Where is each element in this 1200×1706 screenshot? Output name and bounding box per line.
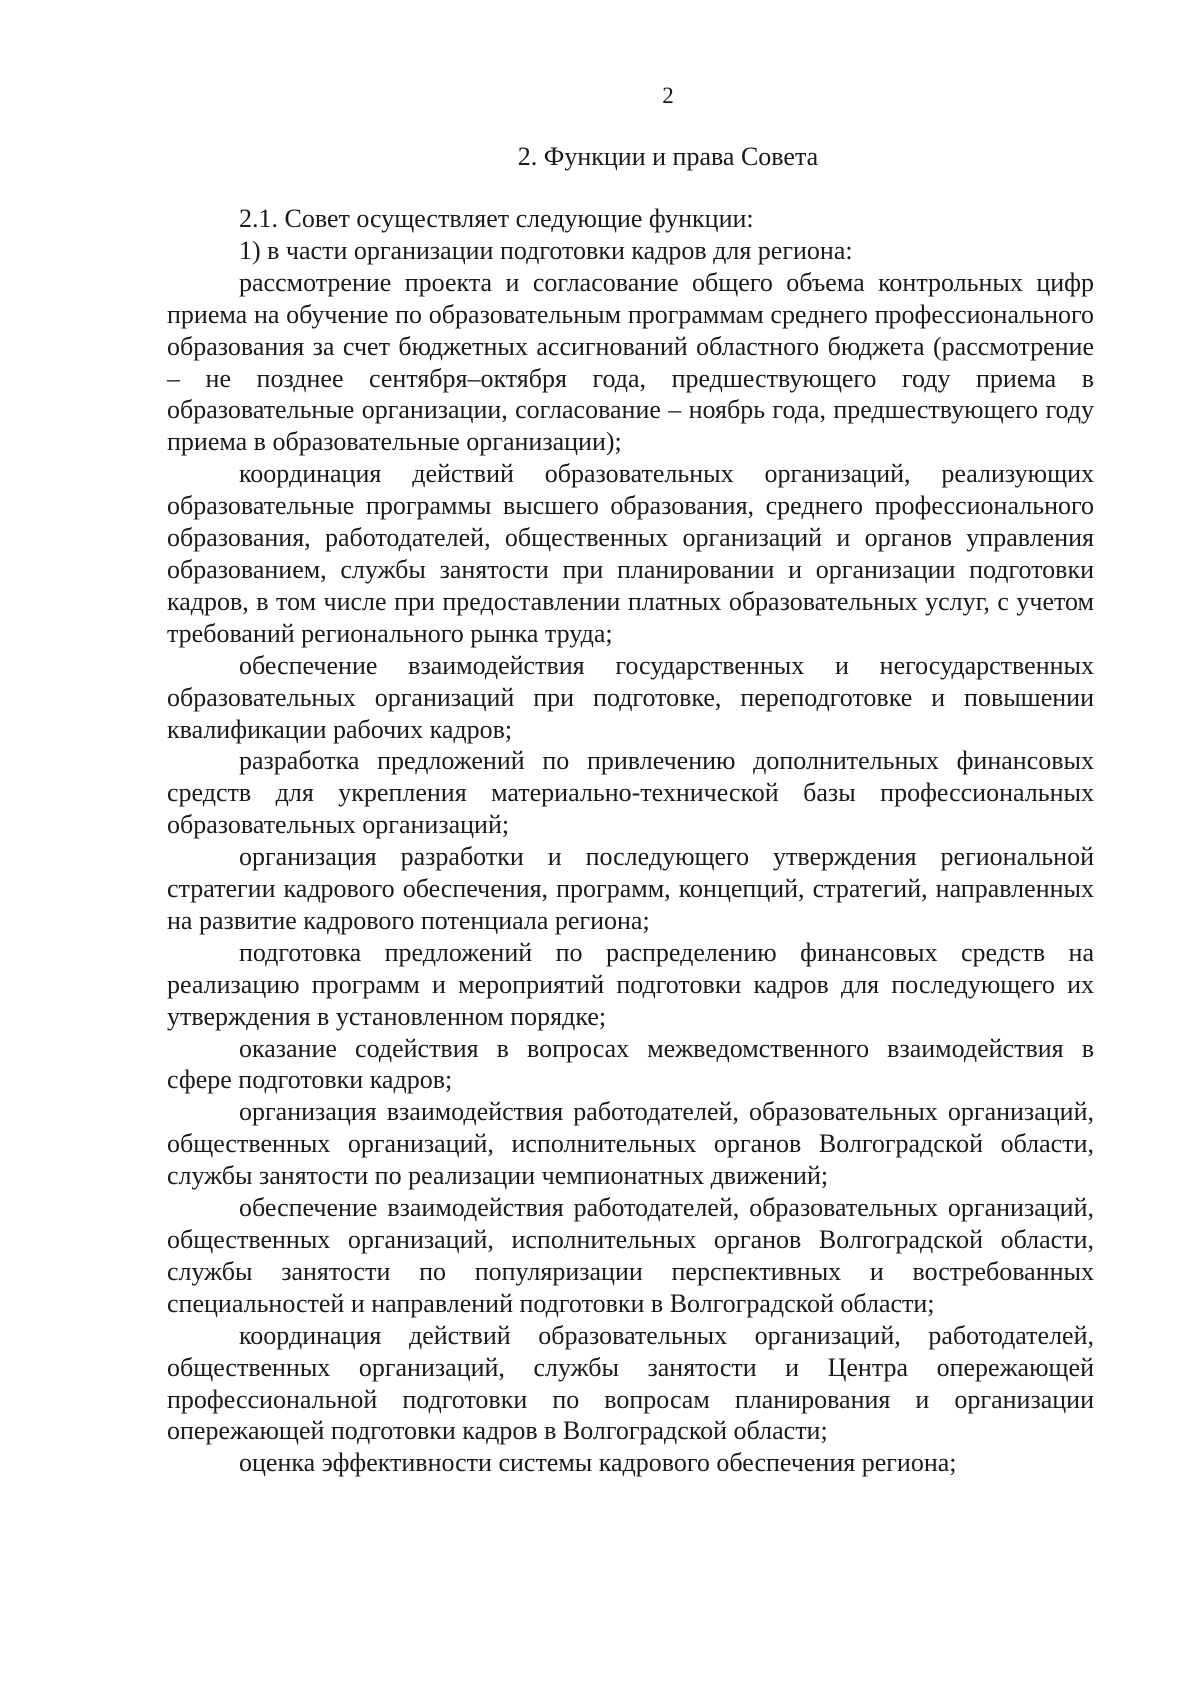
paragraph: координация действий образовательных организаций, работодателей, общественных организаций, службы занятости и Центра опережающей профессиональной подготовки по вопросам планирования и организации опережающей подготовки кадров в Волгоградской области; — [167, 1320, 1094, 1446]
page-number: 2 — [662, 83, 674, 108]
document-body — [167, 203, 1094, 1479]
paragraph: оказание содействия в вопросах межведомственного взаимодействия в сфере подготовки кадров; — [167, 1033, 1094, 1095]
paragraph: оценка эффективности системы кадрового обеспечения региона; — [239, 1448, 957, 1478]
paragraph: рассмотрение проекта и согласование общего объема контрольных цифр приема на обучение по образовательным программам среднего профессионального образования за счет бюджетных ассигнований областного бюджета (рассмотрение – не позднее сентября–октября года, предшествующего году приема в образовательные организации, согласование – ноябрь года, предшествующего году приема в образовательные организации); — [167, 267, 1094, 457]
paragraph: координация действий образовательных организаций, реализующих образовательные программы высшего образования, среднего профессионального образования, работодателей, общественных организаций и органов управления образованием, службы занятости при планировании и организации подготовки кадров, в том числе при предоставлении платных образовательных услуг, с учетом требований регионального рынка труда; — [167, 459, 1094, 648]
paragraph: разработка предложений по привлечению дополнительных финансовых средств для укрепления материально-технической базы профессиональных образовательных организаций; — [167, 746, 1094, 840]
paragraph: организация взаимодействия работодателей, образовательных организаций, общественных организаций, исполнительных органов Волгоградской области, службы занятости по реализации чемпионатных движений; — [167, 1097, 1094, 1191]
paragraph: организация разработки и последующего утверждения региональной стратегии кадрового обеспечения, программ, концепций, стратегий, направленных на развитие кадрового потенциала региона; — [167, 842, 1094, 935]
paragraph: обеспечение взаимодействия работодателей, образовательных организаций, общественных организаций, исполнительных органов Волгоградской области, службы занятости по популяризации перспективных и востребованных специальностей и направлений подготовки в Волгоградской области; — [167, 1193, 1094, 1318]
paragraph: обеспечение взаимодействия государственных и негосударственных образовательных организаций при подготовке, переподготовке и повышении квалификации рабочих кадров; — [167, 650, 1094, 744]
paragraph: 2.1. Совет осуществляет следующие функции: — [239, 204, 754, 233]
paragraph: подготовка предложений по распределению финансовых средств на реализацию программ и мероприятий подготовки кадров для последующего их утверждения в установленном порядке; — [167, 937, 1094, 1031]
paragraph: 1) в части организации подготовки кадров для региона: — [239, 235, 853, 265]
section-title: 2. Функции и права Совета — [517, 142, 819, 171]
